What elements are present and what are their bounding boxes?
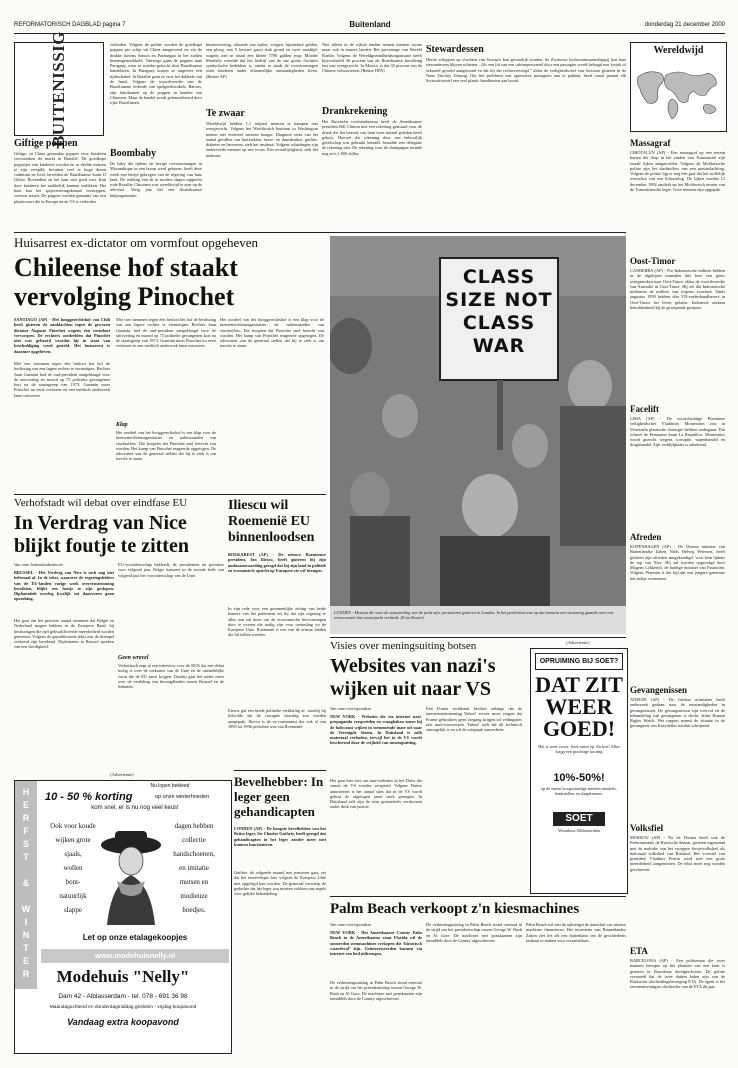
nice-subhead: Geen wrevel bbox=[118, 655, 149, 661]
nelly-ad bbox=[14, 780, 232, 1054]
wereldwijd-text: LIMA (AP) - De voortvluchtige Peruaanse veiligheidschef Vladimiro Montesinos zou in Venezuela plastische chirurgie hebben ondergaan. Dat schreef de Peruaanse krant La Republica. Montesinos wordt gezocht wegens corruptie, wapenhandel en drugshandel. Zijn verblijfplaats is onbekend. bbox=[630, 416, 725, 448]
nelly-ad-url: www.modehuisnelly.nl bbox=[41, 949, 229, 963]
section-rule bbox=[330, 637, 626, 638]
nelly-ad-word: slappe bbox=[64, 906, 82, 914]
nice-lead: BRUSSEL - Het Verdrag van Nice is toch nog niet helemaal af. In de tekst, waarover de regeringsleiders van de EU-landen vorige week overeenstemming bereikten, blijkt een foutje te zijn geslopen. Diplomatiek overleg kwalijk tot daarvoren gaan opzoeking. bbox=[14, 570, 114, 602]
nazi-headline: Websites van nazi's wijken uit naar VS bbox=[330, 655, 496, 700]
nelly-ad-word: sjaals, bbox=[64, 850, 82, 858]
pinochet-text-4: Het oordeel van het hooggerechtshof is een klap voor de mensenrechtenorganisaties en nabestaanden van slachtoffers. Die hoopten dat Pinochet snel berecht zou worden. Het kamp van Pinochet reageerde opgetogen. De advocaten van de generaal stellen dat hij te ziek is om terecht te staan. bbox=[220, 317, 324, 349]
wereldwijd-text: CANBERRA (AP) - Pro-Indonesische milities hebben in de afgelopen maanden drie keer een grens overgestoken naar Oost-Timor, aldus de woordvoerder van Australië in Oost-Timor. Hij zei dat Indonesische militairen de milities van wapens voorzien. Sinds augustus 1999 hebben drie VN-vredeshandhavers in Oost-Timor het leven gelaten. Indonesië ontkent betrokkenheid bij de gewapende groepen. bbox=[630, 268, 725, 311]
bevelhebber-text: Guthrie, de volgende maand met pensioen gaat, zei dat het reserveleger hier volgens de Europese Unie niet opgelegd kan worden. De generaal verwierp de gedachte dat het leger zou moeten voldoen aan regels voor gelijke behandeling. bbox=[234, 870, 326, 897]
nelly-ad-discount-sub: op onze winterhoeden bbox=[155, 794, 210, 800]
palm-text: De verkiezingsuitslag in Palm Beach stond centraal in de strijd om het presidentschap tussen George W. Bush en Al Gore. De machines met ponskaarten zijn inmiddels door de County afgeschreven. bbox=[330, 980, 422, 1001]
nazi-byline: Van onze correspondent bbox=[330, 706, 372, 711]
article-title-giftige-poppen: Giftige poppen bbox=[14, 138, 78, 149]
article-title-stewardessen: Stewardessen bbox=[426, 44, 484, 55]
article-text-stewardessen: Hertie schoppen op vluchten van Swissair kan gevaarlijk worden: de Zwitserse luchtvaartmaatschappij laat haar stewardessen blijven schieten. „Als een lid van een cabinepersoneel door een passagier wordt belaagd met fysiek of seksueel geweld aangetoond en dat bij dat rechtsvervolgd.” aldus de veiligheidschef van Swissair gisteren in de Neue Zürcher Zeitung. Om het probleem van agressieve passagiers aan te pakken, heeft vanaf januari elk Swissairtoestel een veel plastic handboeien aan boord. bbox=[426, 57, 626, 84]
nelly-ad-word: modieuze bbox=[180, 892, 208, 900]
masthead-rule bbox=[14, 33, 725, 34]
article-text-boombaby-2: binnenvoering, alsmede van stalen, voegen, bijzondere gelden, een ploeg, een 5 hectare groot stuk grond en twee maaltijd-wagens met in totaal een kleine 7700 gulden erop. Moeder Marthely vertelde dat het bedrijf van de ene grotte dochters symbolische bedekken is, omdat er sinds de overstromingen wide kinderen onder erbarmelijke omstandigheden leven. (Reuter AP) bbox=[206, 42, 318, 79]
nice-text-3: Verhofstadt zegt in een interview voor de NOS dat een debat nodig is over de toekomst van de Unie en de uiteindelijke vorm die de EU moet krijgen. Daarbij gaat het onder meer over de verdeling van bevoegdheden tussen Brussel en de lidstaten. bbox=[118, 663, 224, 690]
iliescu-text: In zijn rede voor een gezamenlijke zitting van beide kamers van het parlement zei hij dat zijn regering er alles aan zal doen om de economische hervormingen door te voeren die nodig zijn voor toetreding tot de Europese Unie. Roemenië is een van de armste landen die lid willen worden. bbox=[228, 606, 326, 638]
section-rule bbox=[14, 494, 326, 495]
pinochet-text: Met vier stemmen tegen één besloot het hof de beslissing van een lagere rechter te vernietigen. Rechter Juan Guzmán had de oud-president aangeklaagd voor de ontvoering en moord op 75 politieke gevangenen kort na de staatsgreep van 1973. Guzmán moet Pinochet nu eerst verhoren en een medisch onderzoek laten uitvoeren. bbox=[14, 361, 110, 398]
pinochet-text-3: Het oordeel van het hooggerechtshof is een klap voor de mensenrechtenorganisaties en nabestaanden van slachtoffers. Die hoopten dat Pinochet snel berecht zou worden. Het kamp van Pinochet reageerde opgetogen. De advocaten van de generaal stellen dat hij te ziek is om terecht te staan. bbox=[116, 430, 216, 462]
wereldwijd-text: BARCELONA (AP) - Een politieman die twee mannen betrapte op het plaatsen van een bom is gisteren in Barcelona doodgeschoten. De politie vermoedt dat de twee daders leden zijn van de Baskische afscheidingsbeweging ETA. De agent is het zevenentwintigste slachtoffer van de ETA dit jaar. bbox=[630, 958, 725, 990]
nelly-ad-word: wollen bbox=[63, 864, 83, 872]
article-title-te-zwaar: Te zwaar bbox=[206, 108, 245, 119]
nice-kicker: Verhofstadt wil debat over eindfase EU bbox=[14, 497, 188, 509]
article-text-giftige-poppen-2: verboden. Volgens de politie worden de goedkope poppen per schip uit China aangevoerd en via de drukke havens Santos en Paranagua in het zuiden binnengesmokkeld. Vanwege gaan de poppen naar Paraguay, waar ze worden gekocht door Braziliaanse handelaren. In Paraguay kosten ze ongeveer een tijdsschakel. In Brazilië gaan ze voor het dubbele van de hand. Volgens de woordvoerder van de Braziliaanse federale van spelgoedwinkels, Bairras, zijn fabrikanten op de poppen in handen van Chinezen. Maar de handel wordt geframaliseerd door rijke Brazilianen. bbox=[110, 42, 202, 106]
soet-ad-big: DAT ZIT WEER GOED! bbox=[535, 672, 623, 741]
pinochet-headline: Chileense hof staakt vervolging Pinochet bbox=[14, 253, 238, 311]
wereldwijd-heading: Facelift bbox=[630, 404, 659, 414]
nazi-kicker: Visies over meningsuiting botsen bbox=[330, 640, 477, 652]
protest-sign-text: CLASS SIZE NOT CLASS WAR bbox=[445, 266, 553, 357]
soet-ad-mid: Het is weer zover: Soet ruimt op. En hoe! Alles krijgt een prachtige korting bbox=[538, 744, 620, 755]
wereldwijd-heading: Volksfiel bbox=[630, 823, 664, 833]
wereldwijd-heading: Gevangenissen bbox=[630, 685, 688, 695]
nelly-ad-word: bont- bbox=[65, 878, 81, 886]
nelly-ad-word: handschoenen, bbox=[173, 850, 215, 858]
buitenissig-logo-text: BUITENISSIG bbox=[49, 30, 68, 148]
nelly-ad-word: dagen hebben bbox=[174, 822, 214, 830]
iliescu-text-2: Iliescu gaf een brede politieke verklaring af, waarbij hij beloofde dat de corruptie krachtig zou worden aangepakt. Iliescu is de ex-communist die ook al van 1990 tot 1996 president was van Roemenië. bbox=[228, 708, 326, 729]
wereldwijd-text: KOPENHAGEN (AP) - De Deense minister van Buitenlandse Zaken Niels Helveg Petersen, heeft gisteren zijn aftreden aangekondigd, voor hem tijdens de top van Nice. Hij zal worden opgevolgd door Mogens Lykketoft, de huidige minister van Financiën. Volgens Petersen is het tijd dat een jongere generatie het stokje overneemt. bbox=[630, 544, 725, 581]
soet-logo: SOET bbox=[553, 812, 605, 826]
nelly-ad-word: Ook voor koude bbox=[50, 822, 96, 830]
nelly-ad-discount-sub2: kom snel, er is nu nog veel keus! bbox=[91, 805, 179, 811]
wereldwijd-text: CHIOTALUN (AP) - Een massagraf op een terrein buiten het dorp in het zuiden van Transnistrië zijn twaalf lijken aangetroffen. Volgens de Moldavische politie zijn het slachtoffers van een massaslachting. Volgens de politie ligt er nog één graf dat het stoffelijk overschot van een lichtoorlog. De lijken werden 12 december 1992 ontdekt op het Moldavisch terrein van de Transnistrische leger. Twee mensen zijn opgepakt. bbox=[630, 150, 725, 193]
nelly-ad-top-line: Nu lopen bekleed bbox=[150, 783, 190, 789]
wereldwijd-list bbox=[630, 136, 725, 1056]
soet-ad-label: (Advertentie) bbox=[566, 640, 590, 645]
nelly-ad-season: HERFST & WINTER bbox=[21, 787, 31, 982]
nelly-ad-label: (Advertentie) bbox=[110, 772, 134, 777]
nelly-ad-word: hoedjes. bbox=[182, 906, 206, 914]
nice-byline: Van onze buitenlandredactie bbox=[14, 562, 63, 567]
palm-text-3: Palm Beach wil met de opbrengst de aanschaf van nieuwe machines financieren. Het ministerie van Binnenlandse Zaken ziet het als een buitenkans om de geschiedenis tastbaar te maken voor verzamelaars. bbox=[526, 922, 626, 943]
wereldwijd-text: ATHENE (AP) - De Griekse ministerie heeft onderzoek gedaan naar de omstandigheden in gevangenissen. De gevangenissen zijn overvol en de behandeling van gevangenen is slecht, aldus Human Rights Watch. Het rapport noemt de situatie in de gevangenis van Korydallos ronduit schrijnend. bbox=[630, 697, 725, 729]
woman-hat-illustration bbox=[99, 825, 163, 927]
nelly-ad-address: Dam 42 - Alblasserdam - tel. 078 - 691 36 98 bbox=[58, 993, 188, 1000]
wereldwijd-logo bbox=[630, 42, 727, 132]
pinochet-lead: SANTIAGO (AP) - Het hooggerechtshof van Chili heeft gisteren de aanklachten tegen de gewezen dictator Augusto Pinochet wegens een vormfout verworpen. De rechters oordeelden dat Pinochet niet was gehoord voordat hij in staat van beschuldiging werd gesteld. Het huisarrest is daarmee opgeheven. bbox=[14, 317, 110, 354]
bevelhebber-headline: Bevelhebber: In leger geen gehandicapten bbox=[234, 774, 324, 819]
section-rule bbox=[330, 896, 626, 897]
pinochet-kicker: Huisarrest ex-dictator om vormfout opgeheven bbox=[14, 235, 259, 250]
pinochet-subhead: Klap bbox=[116, 422, 128, 428]
article-text-boombaby: De baby die tijdens de hevige overstromingen in Mozambique in een boom werd geboren, heeft deze week een beetje gekregen van de regering van haar land. De redding van de in moders dagen sapperlot rode Rosalite Chissinea was wereldwijd te zien op de televisie. Vorig jaar liet een Amerikaanse hulporganisatie. bbox=[110, 161, 202, 198]
masthead-date: donderdag 21 december 2000 bbox=[644, 22, 725, 28]
wereldwijd-heading: Oost-Timor bbox=[630, 256, 676, 266]
article-text-te-zwaar-2: Niet alleen in de rijkste landen nemen mensen zwaar maar ook in armere landen. Het percentage van Wereld Barilla. Volgens de Wereldgezondheidsorganisatie heeft bijvoorbeeld 36 procent van de Braziliaanse bevolking last van overgewicht. In Mexico is dat 35 procent van de Chinese volwassenen. (Reuter DPA) bbox=[322, 42, 422, 74]
soet-ad-top: OPRUIMING BIJ SOET? bbox=[535, 653, 623, 670]
palm-byline: Van onze correspondent bbox=[330, 922, 372, 927]
nelly-ad-footer: Vandaag extra koopavond bbox=[67, 1017, 179, 1027]
wereldwijd-heading: Afreden bbox=[630, 532, 662, 542]
nelly-ad-word: collectie bbox=[182, 836, 206, 844]
masthead-section: Buitenland bbox=[349, 20, 391, 29]
soet-ad bbox=[530, 648, 628, 894]
soet-logo-sub: Woonhuis Alblasserdam bbox=[558, 828, 600, 833]
nelly-ad-offer: Let op onze etalagekoopjes bbox=[82, 933, 188, 942]
world-map-icon bbox=[632, 59, 725, 129]
masthead-left: REFORMATORISCH DAGBLAD pagina 7 bbox=[14, 22, 126, 28]
wereldwijd-text: MOSKOU (AP) - Na de Doema heeft ook de Federatieraad, de Russische Senaat, gisteren ingestemd met de melodie van het vroegere Sovjetvolkslied als nationaal volkslied van Rusland. Het voorstel van president Vladimir Poetin werd met een grote meerderheid aangenomen. De tekst moet nog worden geschreven. bbox=[630, 835, 725, 872]
wereldwijd-heading: ETA bbox=[630, 946, 648, 956]
nice-text-2: EU-voorzitterschap bekleedt, de presidenten en premiers voor volgend jaar. Belgie kanteert in de tweede helft van volgend jaar het voorzitterschap van de Unie. bbox=[118, 562, 224, 578]
nelly-ad-discount: 10 - 50 % korting bbox=[45, 791, 133, 803]
nelly-ad-right-words bbox=[161, 819, 227, 917]
nelly-ad-left-words bbox=[41, 819, 105, 917]
article-title-boombaby: Boombaby bbox=[110, 148, 157, 159]
iliescu-headline: Iliescu wil Roemenië EU binnenloodsen bbox=[228, 498, 315, 545]
article-text-te-zwaar: Wereldwijd hebben 1,1 miljard mensen te kampen met overgewicht. Volgens het Worldwatch Instituut in Washington nemen met evenveel mensen honger. Diagnose ziekt van het aantal gevallen van hartziekten, beroe- en darmkanker, gerlitis, diabetes en beroerten, stelt het instituut. Volgens schattingen zijn ondervoede mensen op een ervan. Een zwaarlijvigheid, stelt het instituut. bbox=[206, 121, 318, 158]
wereldwijd-heading: Massagraf bbox=[630, 138, 671, 148]
soet-ad-percent: 10%-50%! bbox=[553, 772, 605, 784]
nice-text: Het gaat om het precieze aantal stemmen dat België en Nederland mogen hebben in de Europese Raad, bij beslissingen die met gekwalificeerde meerderheid worden genomen. Volgens de gepubliceerde tekst zou de drempel verkeerd zijn berekend. Diplomaten in Brussel spreken van een slordigheid. bbox=[14, 618, 114, 650]
palm-lead: NEW YORK - Het Amerikaanse County Palm Beach in de Amerikaanse staat Florida wil de omstreden stemmachines verkopen die ‘historisch waardevol’ zijn. Geïnteresseerden kunnen via internet een bod uitbrengen. bbox=[330, 930, 422, 957]
palm-headline: Palm Beach verkoopt z'n kiesmachines bbox=[330, 901, 580, 917]
nazi-text-2: Een Franse rechtbank besliste onlangs dat de internetonderneming Yahoo! ervoor moet zorgen dat Franse gebruikers geen toegang krijgen tot veilingsites met nazi-voorwerpen. Yahoo! stelt dat dit technisch onmogelijk is en wil de uitspraak aanvechten. bbox=[426, 706, 522, 733]
palm-text-2: De verkiezingsuitslag in Palm Beach stond centraal in de strijd om het presidentschap tussen George W. Bush en Al Gore. De machines met ponskaarten zijn inmiddels door de County afgeschreven. bbox=[426, 922, 522, 943]
iliescu-lead: BOEKAREST (AP) - De nieuwe Roemeense president, Ion Iliescu, heeft gisteren bij zijn ambtsaanvaarding gezegd dat hij zijn land in politiek en economisch opzicht op Europese ste wil brengen. bbox=[228, 552, 326, 573]
article-text-drankrekening: Het Russische toeristenbureau heeft de Amerikaanse president Bill Clinton niet een rekening gestuurd voor de drank die het bezoek van hem twee maand geleden heeft gekost. Hoewel die rekening door een behoorlijk gezelschap was gebruikt betaald, betaalde een delegatie de rekening niet. De rekening voor de champagne ruimde nog zo'n 1.800 dollar. bbox=[322, 119, 422, 156]
article-text-giftige-poppen: Giftige, in China gemaakte poppen voor kinderen veroorzaken de markt in Brazilië. De goedkope poppetjes van kinderen worden en in deelde massen te zijn verspild, bevatten veel te hoge dosen cadmium en lood, bevelden de Braziliaanse krant O Globo. Bovendien zit het haar niet goed vast. Kan door kinderen het makkelijk kunnen inslikken. Het haar kan het spijsverteringskanaal verstoppen, vreesen artsen. De poppen worden gemaakt van een plasticsoort die in Europa en de VS is verboden. bbox=[14, 151, 106, 204]
nelly-ad-word: en imitatie bbox=[179, 864, 209, 872]
nelly-ad-word: mutsen en bbox=[179, 878, 209, 886]
article-title-drankrekening: Drankrekening bbox=[322, 106, 388, 117]
nazi-text: Het gaat hier niet om naai-websites in het Duits die vanuit de VS worden verspreid. Volgens Duitse autoriteiten is het aantal sites dat in de VS wordt gehost de afgelopen jaren sterk gestegen. In Duitsland zelf zijn de sites grotendeels verdwenen onder druk van justitie. bbox=[330, 778, 422, 810]
section-rule bbox=[234, 770, 326, 771]
nazi-lead: NEW YORK - Websites die via internet nazi-propaganda verspreiden en vraagbaken tonen bij de holocaust wijken in toenemende mate uit naar de Verenigde Staten. In Duitsland is zulk materiaal verboden, terwijl het in de VS wordt beschermd door de vrijheid van meningsuiting. bbox=[330, 714, 422, 746]
nelly-ad-word: wijken grote bbox=[55, 836, 91, 844]
nelly-ad-word: natuurlijk bbox=[59, 892, 87, 900]
section-rule bbox=[14, 232, 626, 233]
nelly-ad-hours: Maandagochtend en donderdagmiddag gesloten - vrijdag koopavond bbox=[49, 1005, 197, 1010]
wereldwijd-title: Wereldwijd bbox=[653, 45, 704, 56]
pinochet-text-2: Met vier stemmen tegen één besloot het hof de beslissing van een lagere rechter te vernietigen. Rechter Juan Guzmán had de oud-president aangeklaagd voor de ontvoering en moord op 75 politieke gevangenen kort na de staatsgreep van 1973. Guzmán moet Pinochet nu eerst verhoren en een medisch onderzoek laten uitvoeren. bbox=[116, 317, 216, 349]
nelly-ad-shop-name: Modehuis "Nelly" bbox=[56, 967, 190, 986]
protest-photo bbox=[330, 236, 626, 634]
nice-headline: In Verdrag van Nice blijkt foutje te zitten bbox=[14, 512, 189, 557]
protest-photo-caption: LONDEN - Mensen die voor de ontzuiveling van de jacht zijn, protesteren gisteren in Londen. In het parlement was op dat moment een stemming gaande over een wetsvoorstel dat vossenjacht verbiedt. (Foto Reuter) bbox=[334, 610, 614, 621]
soet-ad-small: op de meest hoogwaardige merken meubels, bankstellen en slaapkamers. bbox=[540, 786, 618, 797]
bevelhebber-lead: LONDEN (AP) - De hoogste bevelhebber van het Britse leger, Sir Charles Guthrie, heeft gezegd dat gehandicapten in het leger zonder meer niet kunnen functioneren. bbox=[234, 826, 326, 847]
nelly-ad-sidebar bbox=[15, 781, 37, 989]
